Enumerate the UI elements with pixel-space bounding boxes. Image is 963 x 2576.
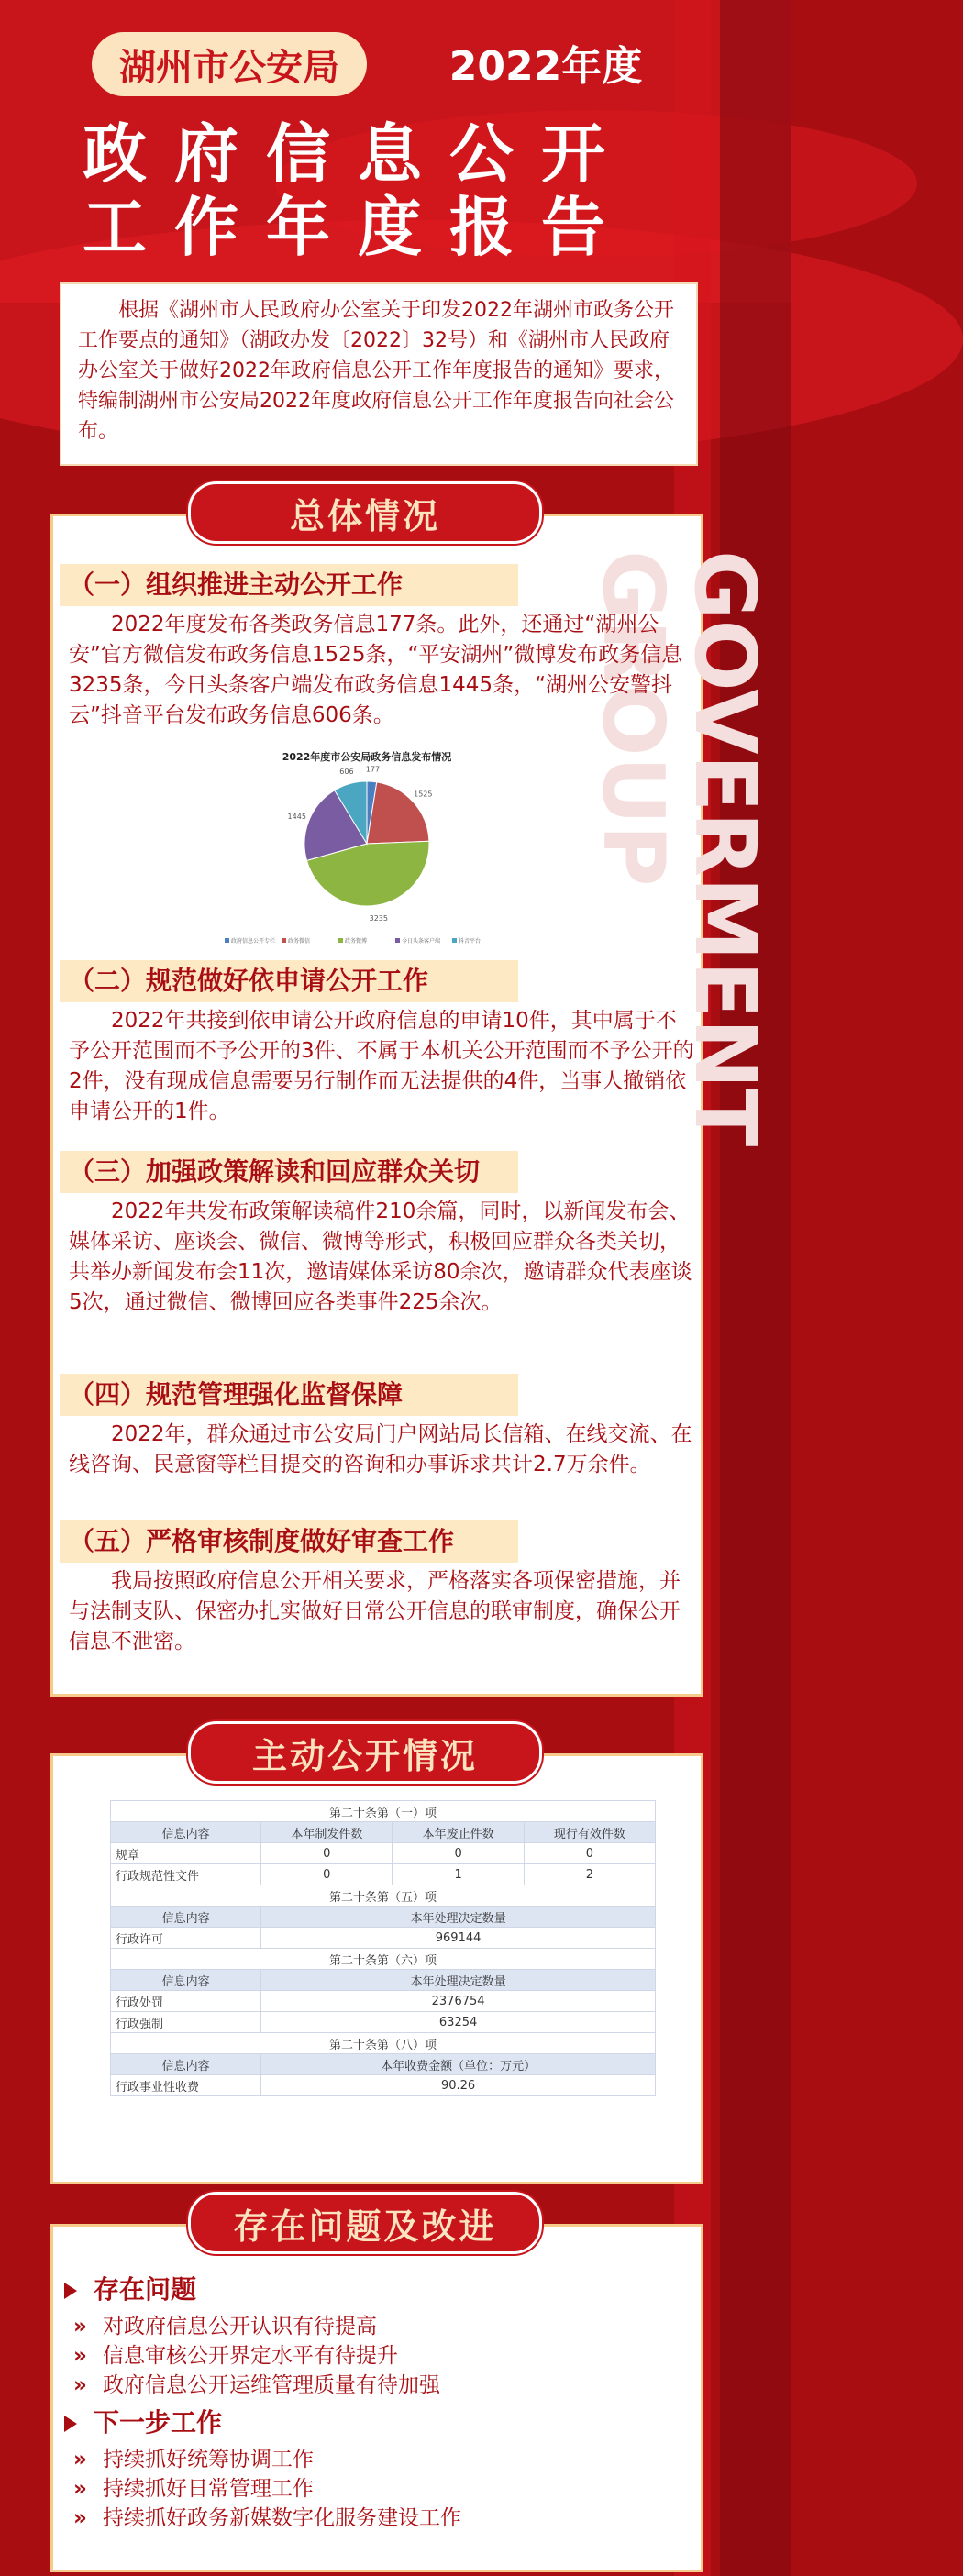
publication-pie-chart	[216, 747, 518, 954]
intro-paragraph: 根据《湖州市人民政府办公室关于印发2022年湖州市政务公开工作要点的通知》（湖政办发〔2022〕32号）和《湖州市人民政府办公室关于做好2022年政府信息公开工作年度报告的通知》要求，特编制湖州市公安局2022年度政府信息公开工作年度报告向社会公布。	[60, 282, 698, 466]
double-chevron-icon: »	[73, 2506, 87, 2530]
subsection-text: 我局按照政府信息公开相关要求，严格落实各项保密措施，并与法制支队、保密办扎实做好日常公开信息的联审制度，确保公开信息不泄密。	[69, 1569, 681, 1653]
subsection-heading: （二）规范做好依申请公开工作	[60, 960, 518, 1002]
subsection-heading: （一）组织推进主动公开工作	[60, 564, 518, 606]
triangle-bullet-icon	[64, 2283, 77, 2299]
table-section-row: 第二十条第（六）项	[111, 1949, 656, 1970]
decorative-stripe	[720, 0, 791, 2576]
double-chevron-icon: »	[73, 2315, 87, 2338]
list-item: » 信息审核公开界定水平有待提升	[73, 2344, 398, 2368]
report-header	[0, 0, 791, 275]
list-item: » 政府信息公开运维管理质量有待加强	[73, 2373, 440, 2397]
legend-swatch	[452, 938, 457, 943]
subsection-text: 2022年，群众通过市公安局门户网站局长信箱、在线交流、在线咨询、民意窗等栏目提交的咨询和办事诉求共计2.7万余件。	[69, 1422, 692, 1476]
legend-label: 政务微博	[345, 938, 368, 945]
list-item: » 持续抓好政务新媒数字化服务建设工作	[73, 2506, 461, 2530]
org-name-badge: 湖州市公安局	[92, 32, 367, 96]
double-chevron-icon: »	[73, 2477, 87, 2501]
table-section-row: 第二十条第（五）项	[111, 1885, 656, 1907]
double-chevron-icon: »	[73, 2373, 87, 2397]
report-year: 2022年度	[448, 43, 643, 90]
data-label: 606	[339, 768, 354, 777]
list-item: » 持续抓好日常管理工作	[73, 2477, 314, 2501]
subsection-text: 2022年共发布政策解读稿件210余篇，同时，以新闻发布会、媒体采访、座谈会、微信、微博等形式，积极回应群众各类关切，共举办新闻发布会11次，邀请媒体采访80余次，邀请群众代表座谈5次，通过微信、微博回应各类事件225余次。	[69, 1200, 692, 1314]
subsection-heading: （三）加强政策解读和回应群众关切	[60, 1151, 518, 1193]
data-label: 1445	[287, 812, 306, 821]
legend-swatch	[395, 938, 400, 943]
list-item: » 对政府信息公开认识有待提高	[73, 2315, 377, 2338]
subsection-heading: （四）规范管理强化监督保障	[60, 1374, 518, 1416]
table-row: 规章 0 0 0	[111, 1843, 656, 1864]
triangle-bullet-icon	[64, 2416, 77, 2432]
table-header-row: 信息内容 本年处理决定数量	[111, 1907, 656, 1928]
data-label: 1525	[414, 790, 433, 799]
legend-label: 政府信息公开专栏	[231, 938, 276, 945]
legend-label: 政务微信	[288, 938, 311, 945]
table-row: 行政强制 63254	[111, 2012, 656, 2033]
table-row: 行政规范性文件 0 1 2	[111, 1864, 656, 1885]
legend-swatch	[225, 938, 229, 943]
next-steps-heading: 下一步工作	[64, 2403, 222, 2439]
report-title-line2: 工作年度报告	[83, 190, 633, 265]
legend-swatch	[282, 938, 286, 943]
watermark-text: GOVERMENT GROUP	[584, 550, 774, 1147]
legend-label: 抖音平台	[459, 938, 482, 945]
subsection-text: 2022年共接到依申请公开政府信息的申请10件，其中属于不予公开范围而不予公开的3件、不属于本机关公开范围而不予公开的2件，没有现成信息需要另行制作而无法提供的4件，当事人撤销依申请公开的1件。	[69, 1009, 694, 1123]
legend-swatch	[338, 938, 343, 943]
table-header-row: 信息内容 本年处理决定数量	[111, 1970, 656, 1991]
data-label: 177	[365, 765, 381, 774]
table-row: 行政事业性收费 90.26	[111, 2075, 656, 2096]
table-header-row: 信息内容 本年制发件数 本年废止件数 现行有效件数	[111, 1822, 656, 1843]
table-row: 行政处罚 2376754	[111, 1991, 656, 2012]
legend-label: 今日头条客户端	[402, 938, 441, 945]
table-section-row: 第二十条第（一）项	[111, 1801, 656, 1822]
section-title-overview: 总体情况	[188, 481, 542, 544]
report-title-line1: 政府信息公开	[83, 116, 633, 192]
list-item: » 持续抓好统筹协调工作	[73, 2448, 314, 2471]
table-section-row: 第二十条第（八）项	[111, 2033, 656, 2054]
double-chevron-icon: »	[73, 2448, 87, 2471]
disclosure-table	[110, 1800, 656, 2096]
subsection-text: 2022年度发布各类政务信息177条。此外，还通过“湖州公安”官方微信发布政务信息1525条，“平安湖州”微博发布政务信息3235条，今日头条客户端发布政务信息1445条，“湖州公安警抖云”抖音平台发布政务信息606条。	[69, 613, 683, 727]
subsection-heading: （五）严格审核制度做好审查工作	[60, 1520, 518, 1563]
data-label: 3235	[369, 913, 388, 923]
chart-title: 2022年度市公安局政务信息发布情况	[282, 751, 452, 763]
section-title-issues: 存在问题及改进	[188, 2192, 542, 2254]
double-chevron-icon: »	[73, 2344, 87, 2368]
table-header-row: 信息内容 本年收费金额（单位：万元）	[111, 2054, 656, 2075]
table-row: 行政许可 969144	[111, 1928, 656, 1949]
section-title-active-disclosure: 主动公开情况	[188, 1721, 542, 1784]
problems-heading: 存在问题	[64, 2270, 196, 2306]
